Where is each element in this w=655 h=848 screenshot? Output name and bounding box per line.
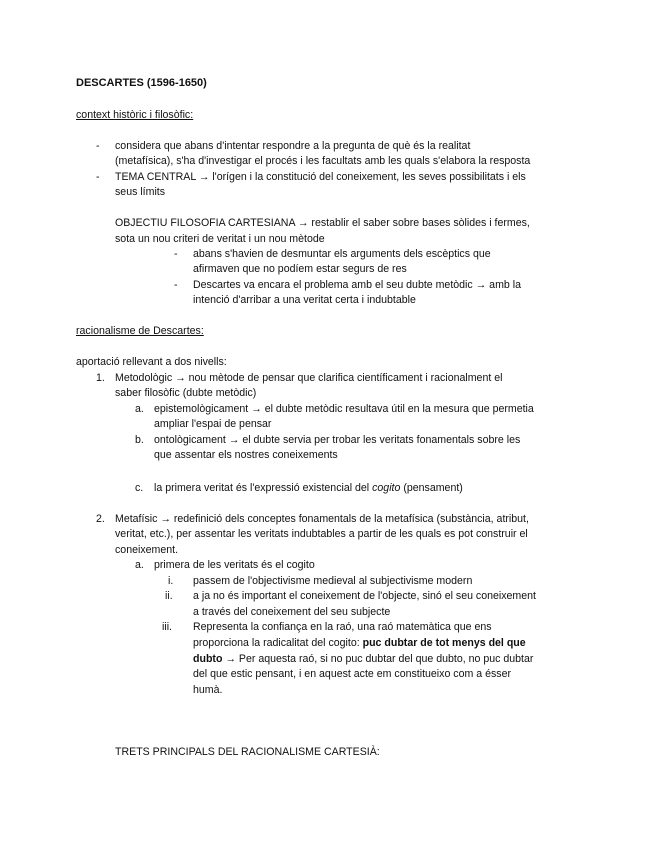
- list-item-text-line: veritat, etc.), per assentar les veritats indubtables a partir de les quals es pot construir el: [115, 528, 528, 540]
- bullet-text-line: (metafísica), s'ha d'investigar el procés i les facultats amb les quals s'elabora la resposta: [115, 155, 531, 167]
- sublist-letter: a.: [135, 559, 144, 571]
- section-heading-racionalisme: racionalisme de Descartes:: [76, 325, 204, 337]
- section-heading-trets: TRETS PRINCIPALS DEL RACIONALISME CARTESIÀ:: [115, 746, 380, 758]
- text-span: proporciona la radicalitat del cogito:: [193, 637, 363, 649]
- roman-item-text-line: humà.: [193, 684, 223, 696]
- roman-numeral: ii.: [165, 590, 173, 602]
- sub-bullet-text-line: afirmaven que no podíem estar segurs de res: [193, 263, 407, 275]
- sublist-text-line: que assentar els nostres coneixements: [154, 449, 338, 461]
- sublist-text-line: ontològicament → el dubte servia per trobar les veritats fonamentals sobre les: [154, 434, 521, 446]
- list-item-text-line: coneixement.: [115, 544, 179, 556]
- sublist-text-line: epistemològicament → el dubte metòdic resultava útil en la mesura que permetia: [154, 403, 534, 415]
- roman-item-text-line: [193, 636, 526, 651]
- intro-text: aportació rellevant a dos nivells:: [76, 356, 227, 368]
- list-item-text-line: saber filosòfic (dubte metòdic): [115, 387, 257, 399]
- bullet-text-line: seus límits: [115, 186, 166, 198]
- roman-item-text-line: a través del coneixement del seu subjecte: [193, 606, 391, 618]
- roman-item-text-line: Representa la confiança en la raó, una raó matemàtica que ens: [193, 621, 492, 633]
- text-span: (pensament): [400, 482, 463, 494]
- list-item-text-line: Metafísic → redefinició dels conceptes fonamentals de la metafísica (substància, atribut,: [115, 513, 529, 525]
- objective-text-line: sota un nou criteri de veritat i un nou mètode: [115, 233, 325, 245]
- objective-text-line: OBJECTIU FILOSOFIA CARTESIANA → restablir el saber sobre bases sòlides i fermes,: [115, 217, 530, 229]
- sub-bullet-text-line: Descartes va encara el problema amb el seu dubte metòdic → amb la: [193, 279, 521, 291]
- cogito-italic: cogito: [372, 482, 401, 494]
- roman-item-text-line: [193, 652, 533, 667]
- sublist-letter: b.: [135, 434, 144, 446]
- list-item-text-line: Metodològic → nou mètode de pensar que clarifica científicament i racionalment el: [115, 372, 503, 384]
- bullet-marker: -: [96, 171, 100, 183]
- sub-bullet-marker: -: [174, 279, 178, 291]
- bold-phrase: dubto: [193, 653, 223, 665]
- sublist-letter: c.: [135, 482, 144, 494]
- sublist-text-line: primera de les veritats és el cogito: [154, 559, 315, 571]
- bullet-marker: -: [96, 140, 100, 152]
- text-span: → Per aquesta raó, si no puc dubtar del que dubto, no puc dubtar: [222, 653, 534, 665]
- sublist-letter: a.: [135, 403, 144, 415]
- page-title: DESCARTES (1596-1650): [76, 77, 207, 89]
- sublist-text-line: [154, 481, 463, 496]
- sub-bullet-marker: -: [174, 248, 178, 260]
- sub-bullet-text-line: intenció d'arribar a una veritat certa i indubtable: [193, 294, 416, 306]
- sub-bullet-text-line: abans s'havien de desmuntar els arguments dels escèptics que: [193, 248, 491, 260]
- bullet-text-line: TEMA CENTRAL → l'orígen i la constitució del coneixement, les seves possibilitats i els: [115, 171, 526, 183]
- text-span: la primera veritat és l'expressió existencial del: [154, 482, 373, 494]
- section-heading-context: context històric i filosòfic:: [76, 109, 194, 121]
- sublist-text-line: ampliar l'espai de pensar: [154, 418, 272, 430]
- roman-numeral: iii.: [162, 621, 173, 633]
- roman-item-text-line: a ja no és important el coneixement de l'objecte, sinó el seu coneixement: [193, 590, 536, 602]
- list-number: 1.: [96, 372, 105, 384]
- list-number: 2.: [96, 513, 105, 525]
- bold-phrase: puc dubtar de tot menys del que: [362, 637, 526, 649]
- roman-item-text-line: passem de l'objectivisme medieval al subjectivisme modern: [193, 575, 473, 587]
- bullet-text-line: considera que abans d'intentar respondre a la pregunta de què és la realitat: [115, 140, 471, 152]
- roman-numeral: i.: [168, 575, 174, 587]
- roman-item-text-line: del que estic pensant, i en aquest acte em constitueixo com a ésser: [193, 668, 511, 680]
